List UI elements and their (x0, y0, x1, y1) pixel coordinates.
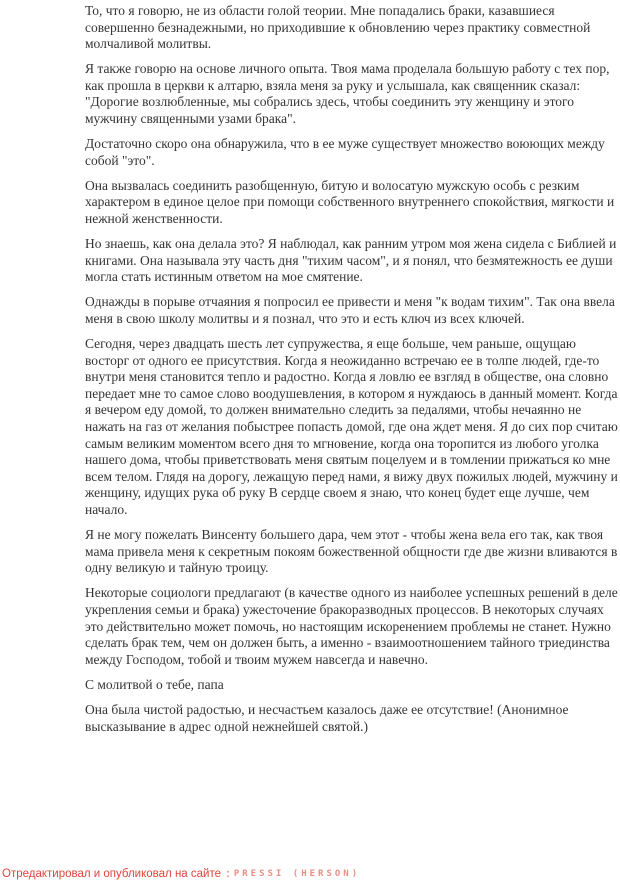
document-body (85, 3, 619, 744)
paragraph: Я не могу пожелать Винсенту большего дара, чем этот - чтобы жена вела его так, как твоя мама привела меня к секретным покоям божественной общности где две жизни вливаются в одну великую и тайную троицу. (85, 527, 618, 576)
watermark-separator: : (226, 868, 230, 880)
paragraph: То, что я говорю, не из области голой теории. Мне попадались браки, казавшиеся совершенно безнадежными, но приходившие к обновлению через практику совместной молчаливой молитвы. (85, 3, 591, 52)
watermark-footer (2, 868, 360, 880)
paragraph: Но знаешь, как она делала это? Я наблюдал, как ранним утром моя жена сидела с Библией и книгами. Она называла эту часть дня "тихим часом", и я понял, что безмятежность ее души могла стать истинным ответом на мое смятение. (85, 236, 617, 285)
paragraph: Она была чистой радостью, и несчастьем казалось даже ее отсутствие! (Анонимное высказывание в адрес одной нежнейшей святой.) (85, 701, 569, 734)
paragraph: Некоторые социологи предлагают (в качестве одного из наиболее успешных решений в деле укрепления семьи и брака) ужесточение бракоразводных процессов. В некоторых случаях это действительно может помочь, но настоящим искоренением проблемы не станет. Нужно сделать брак тем, чем он должен быть, а именно - взаимоотношением тайного триединства между Господом, тобой и твоим мужем навсегда и навечно. (85, 585, 618, 667)
watermark-site-name: PRESSI (HERSON) (233, 869, 361, 879)
paragraph: С молитвой о тебе, папа (85, 676, 224, 692)
paragraph: Я также говорю на основе личного опыта. Твоя мама проделала большую работу с тех пор, как прошла в церкви к алтарю, взяла меня за руку и услышала, как священник сказал: "Дорогие возлюбленные, мы собрались здесь, чтобы соединить эту женщину и этого мужчину священными узами брака". (85, 61, 610, 127)
paragraph: Достаточно скоро она обнаружила, что в ее муже существует множество воюющих между собой "это". (85, 136, 605, 168)
paragraph: Сегодня, через двадцать шесть лет супружества, я еще больше, чем раньше, ощущаю восторг от одного ее присутствия. Когда я неожиданно встречаю ее в толпе людей, где-то внутри меня становится тепло и радостно. Когда я ловлю ее взгляд в обществе, она словно передает мне то самое слово воодушевления, в котором я нуждаюсь в данный момент. Когда я вечером еду домой, то должен внимательно следить за педалями, чтобы нечаянно не нажать на газ от желания побыстрее попасть домой, где она ждет меня. Я до сих пор считаю самым великим моментом всего дня то мгновение, когда она торопится из любого уголка нашего дома, чтобы приветствовать меня святым поцелуем и в томлении прижаться ко мне всем телом. Глядя на дорогу, лежащую перед нами, я вижу двух пожилых людей, мужчину и женщину, идущих рука об руку В сердце своем я знаю, что конец будет еще лучше, чем начало. (85, 336, 618, 518)
paragraph: Она вызвалась соединить разобщенную, битую и волосатую мужскую особь с резким характером в единое целое при помощи собственного внутреннего спокойствия, мягкости и нежной женственности. (85, 177, 615, 227)
watermark-label: Отредактировал и опубликовал на сайте (2, 868, 221, 880)
paragraph: Однажды в порыве отчаяния я попросил ее привести и меня "к водам тихим". Так она ввела меня в свою школу молитвы и я познал, что это и есть ключ из всех ключей. (85, 294, 615, 326)
